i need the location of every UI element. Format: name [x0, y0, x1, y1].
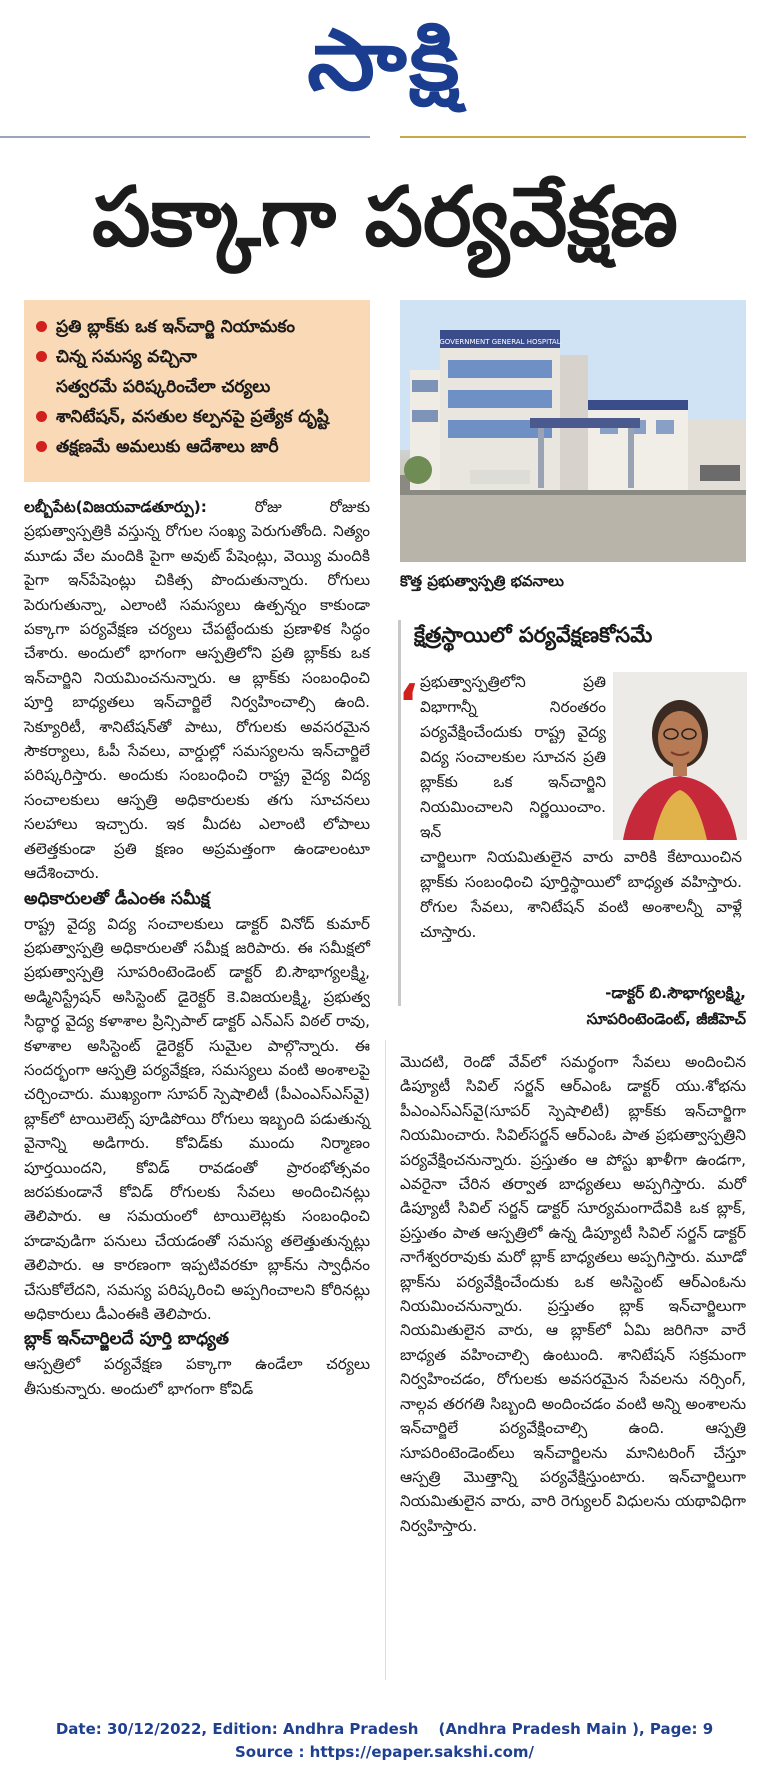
byline-name: -డాక్టర్ బి.సౌభాగ్యలక్ష్మి, — [605, 984, 746, 1002]
bullet-icon — [36, 411, 47, 422]
bullet-icon — [36, 351, 47, 362]
photo-caption: కొత్త ప్రభుత్వాస్పత్రి భవనాలు — [400, 572, 564, 590]
byline-title: సూపరింటెండెంట్, జీజీహెచ్ — [586, 1010, 746, 1028]
subhead-dme-review: అధికారులతో డీఎంఈ సమీక్ష — [24, 888, 210, 909]
epaper-footer — [0, 1718, 769, 1764]
article-body-right — [400, 1050, 746, 1538]
highlight-item: చిన్న సమస్య వచ్చినా — [34, 342, 362, 372]
highlight-item: ప్రతి బ్లాక్‌కు ఒక ఇన్‌చార్జి నియామకం — [34, 312, 362, 342]
footer-page: (Andhra Pradesh Main ), Page: 9 — [438, 1720, 714, 1738]
incharge-paragraph: ఆస్పత్రిలో పర్యవేక్షణ పక్కాగా ఉండేలా చర్యలు తీసుకున్నారు. అందులో భాగంగా కోవిడ్ — [24, 1355, 370, 1398]
masthead-logo: సాక్షి — [307, 11, 462, 109]
lead-paragraph: లబ్బీపేట(విజయవాడతూర్పు): రోజు రోజుకు ప్రభుత్వాస్పత్రికి వస్తున్న రోగుల సంఖ్య పెరుగుతోంది. నిత్యం మూడు వేల మందికి పైగా అవుట్ పేషెంట్లు, వెయ్యి మందికి పైగా ఇన్‌పేషెంట్లు చికిత్స పొందుతున్నారు. రోగులు పెరుగుతున్నా, ఎలాంటి సమస్యలు ఉత్పన్నం కాకుండా పక్కాగా పర్యవేక్షణ చర్యలు చేపట్టేందుకు ప్రణాళిక సిద్ధం చేశారు. అందులో భాగంగా ఆస్పత్రిలోని ప్రతి బ్లాక్‌కు ఒక ఇన్‌చార్జిని నియమించనున్నారు. ఆ బ్లాక్‌కు సంబంధించి పూర్తి బాధ్యతలు ఇన్‌చార్జిలే నిర్వహించాల్సి ఉంది. సెక్యూరిటీ, శానిటేషన్‌తో పాటు, రోగులకు అవసరమైన సౌకర్యాలు, ఓపీ సేవలు, వార్డుల్లో సమస్యలను ఇన్‌చార్జిలే పరిష్కరిస్తారు. అందుకు సంబంధించి రాష్ట్ర వైద్య విద్య సంచాలకులు ఆస్పత్రి అధికారులకు తగు సూచనలు సలహాలు ఇచ్చారు. ఇక మీదట ఎలాంటి లోపాలు తలెత్తకుండా ప్రతి క్షణం అప్రమత్తంగా ఉండాలంటూ ఆదేశించారు. — [24, 498, 370, 883]
article-headline: పక్కాగా పర్యవేక్షణ — [92, 170, 678, 265]
dateline: లబ్బీపేట(విజయవాడతూర్పు): — [24, 498, 207, 516]
quote-mark-icon: ‘ — [398, 673, 419, 736]
bullet-icon — [36, 441, 47, 452]
footer-source[interactable]: Source : https://epaper.sakshi.com/ — [234, 1743, 534, 1761]
bullet-icon — [36, 321, 47, 332]
sidebar-byline — [420, 980, 746, 1032]
highlight-item-continued: సత్వరమే పరిష్కరించేలా చర్యలు — [56, 377, 271, 397]
highlight-item: తక్షణమే అమలుకు ఆదేశాలు జారీ — [34, 432, 362, 462]
masthead-rule-right — [400, 136, 746, 138]
building-sign: GOVERNMENT GENERAL HOSPITAL — [439, 338, 561, 346]
footer-date-line — [0, 1718, 769, 1741]
article-body-left — [24, 495, 370, 1401]
hospital-building-photo — [400, 300, 746, 562]
column-divider — [385, 1040, 386, 1680]
hospital-building-illustration — [400, 300, 746, 562]
masthead-rule-left — [0, 136, 370, 138]
footer-date-edition: Date: 30/12/2022, Edition: Andhra Pradesh — [55, 1720, 419, 1738]
subhead-block-incharge: బ్లాక్ ఇన్‌చార్జిలదే పూర్తి బాధ్యత — [24, 1329, 229, 1350]
quote-text-narrow: ప్రభుత్వాస్పత్రిలోని ప్రతి విభాగాన్నీ నిరంతరం పర్యవేక్షించేందుకు రాష్ట్ర వైద్య విద్య సంచాలకుల సూచన ప్రతి బ్లాక్‌కు ఒక ఇన్‌చార్జిని నియమించాలని నిర్ణయించాం. ఇన్ — [420, 673, 606, 841]
highlight-item: శానిటేషన్, వసతుల కల్పనపై ప్రత్యేక దృష్టి — [34, 402, 362, 432]
review-paragraph: రాష్ట్ర వైద్య విద్య సంచాలకులు డాక్టర్ వినోద్ కుమార్ ప్రభుత్వాస్పత్రి అధికారులతో సమీక్ష జరిపారు. ఈ సమీక్షలో ప్రభుత్వాస్పత్రి సూపరింటెండెంట్ డాక్టర్ బి.సౌభాగ్యలక్ష్మి, అడ్మినిస్ట్రేషన్ అసిస్టెంట్ డైరెక్టర్ కె.విజయలక్ష్మి, ప్రభుత్వ సిద్ధార్థ వైద్య కళాశాల ప్రిన్సిపాల్ డాక్టర్ ఎన్‌ఎస్ విఠల్ రావు, కళాశాల అసిస్టెంట్ డైరెక్టర్ సుమైల పాల్గొన్నారు. ఈ సందర్భంగా ఆస్పత్రి పర్యవేక్షణ, సమస్యలు వంటి అంశాలపై చర్చించారు. ముఖ్యంగా సూపర్ స్పెషాలిటీ (పీఎంఎస్ఎస్‌వై) బ్లాక్‌లో టాయిలెట్స్ పూడిపోయి రోగులు ఇబ్బంది పడుతున్న వైనాన్ని అడిగారు. కోవిడ్‌కు ముందు నిర్మాణం పూర్తయిందని, కోవిడ్ రావడంతో ప్రారంభోత్సవం జరపకుండానే కోవిడ్ రోగులకు సేవలు అందించినట్లు తెలిపారు. ఆ సమయంలో టాయిలెట్లకు సంబంధించి హడావుడిగా పనులు చేయడంతో సమస్య తలెత్తుతున్నట్లు తెలిపారు. ఆ కారణంగా ఇప్పటివరకూ బ్లాక్‌ను స్వాధీనం చేసుకోలేదని, సమస్య పరిష్కరించి అప్పగించాలని కోరినట్లు అధికారులు డీఎంఈకి తెలిపారు. — [24, 914, 370, 1323]
sidebar-quote — [420, 670, 742, 945]
quote-text-wide: చార్జిలుగా నియమితులైన వారు వారికి కేటాయించిన బ్లాక్‌కు సంబంధించి పూర్తిస్థాయిలో బాధ్యత వహిస్తారు. రోగుల సేవలు, శానిటేషన్ వంటి అంశాలన్నీ వాళ్లే చూస్తారు. — [420, 848, 742, 941]
continuation-paragraph: మొదటి, రెండో వేవ్‌లో సమర్థంగా సేవలు అందించిన డిప్యూటీ సివిల్ సర్జన్ ఆర్ఎంఓ డాక్టర్ యు.శోభను పీఎంఎస్ఎస్‌వై(సూపర్ స్పెషాలిటీ) బ్లాక్‌కు ఇన్‌చార్జిగా నియమించారు. సివిల్‌సర్జన్ ఆర్ఎంఓ పాత ప్రభుత్వాస్పత్రిని పర్యవేక్షించనున్నారు. ప్రస్తుతం ఆ పోస్టు ఖాళీగా ఉండగా, ఎవరైనా చేరిన తర్వాత బాధ్యతలు అప్పగిస్తారు. మరో డిప్యూటీ సివిల్ సర్జన్ డాక్టర్ సూర్యమంగాదేవికి ఒక బ్లాక్, ప్రస్తుతం పాత ఆస్పత్రిలో ఉన్న డిప్యూటీ సివిల్ సర్జన్ డాక్టర్ నాగేశ్వరరావుకు మరో బ్లాక్ బాధ్యతలు అప్పగిస్తారు. మూడో బ్లాక్‌ను పర్యవేక్షించేందుకు ఒక అసిస్టెంట్ ఆర్ఎంఓను నియమించనున్నారు. ప్రస్తుతం బ్లాక్ ఇన్‌చార్జిలుగా నియమితులైన వారు, ఆ బ్లాక్‌లో ఏమి జరిగినా వారే బాధ్యత వహించాల్సి ఉంటుంది. శానిటేషన్ సక్రమంగా నిర్వహించడం, రోగులకు అవసరమైన సేవలను నర్సింగ్, నాల్గవ తరగతి సిబ్బంది అందించడం వంటి అన్ని అంశాలను ఇన్‌చార్జిలే పర్యవేక్షించాల్సి ఉంది. ఆస్పత్రి సూపరింటెండెంట్‌లు ఇన్‌చార్జిలను మానిటరింగ్ చేస్తూ ఆస్పత్రి మొత్తాన్ని పర్యవేక్షిస్తుంటారు. ఇన్‌చార్జిలుగా నియమితులైన వారు, వారి రెగ్యులర్ విధులను యథావిధిగా నిర్వహిస్తారు. — [400, 1053, 746, 1535]
sidebar-title: క్షేత్రస్థాయిలో పర్యవేక్షణకోసమే — [414, 623, 653, 647]
highlights-box — [24, 300, 370, 482]
